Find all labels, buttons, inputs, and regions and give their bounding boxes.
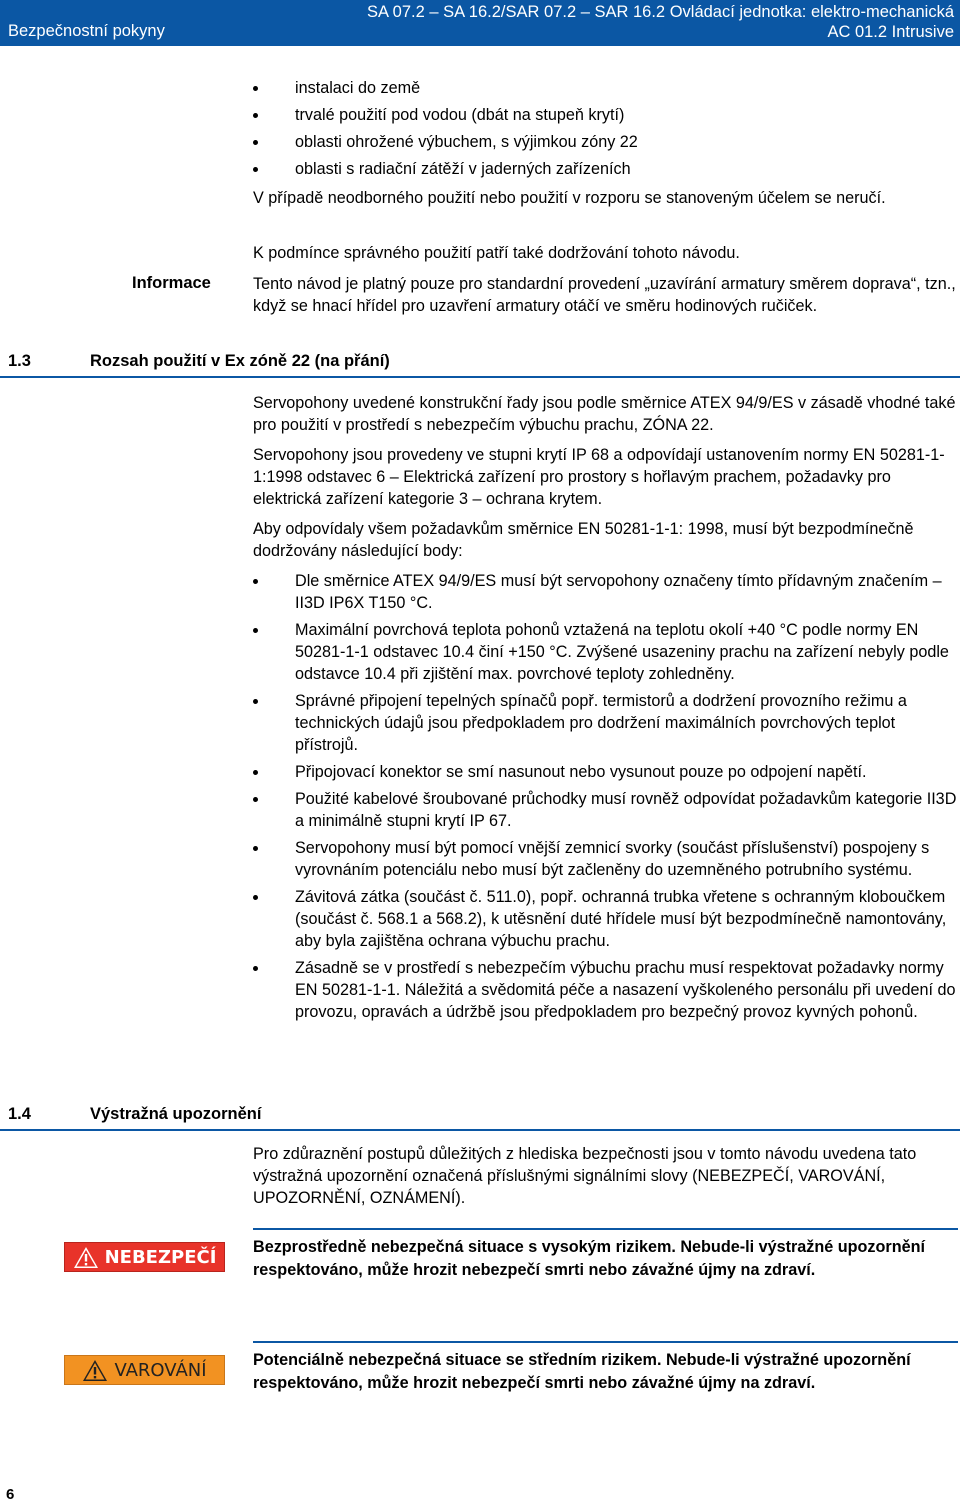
list-item: Servopohony musí být pomocí vnější zemnicí svorky (součást příslušenství) pospojeny s vyrovnáním potenciálu nebo musí být začleněny do uzemněného potrubního systému. xyxy=(253,837,958,881)
list-item: Maximální povrchová teplota pohonů vztažená na teplotu okolí +40 °C podle normy EN 50281-1-1 odstavec 10.4 činí +150 °C. Zvýšené usazeniny prachu na zařízení nebyly podle odstavce 10.4 při zjištění max. povrchové teploty zohledněny. xyxy=(253,619,958,685)
bullet-icon xyxy=(253,579,258,584)
section-rule xyxy=(0,376,960,378)
excluded-uses-list xyxy=(253,77,953,185)
misuse-paragraph: V případě neodborného použití nebo použití v rozporu se stanoveným účelem se neručí. xyxy=(253,189,886,207)
list-item: instalaci do země xyxy=(253,77,953,104)
bullet-icon xyxy=(253,628,258,633)
bullet-icon xyxy=(253,167,258,172)
bullet-icon xyxy=(253,797,258,802)
bullet-icon xyxy=(253,86,258,91)
bullet-icon xyxy=(253,846,258,851)
header-section-title: Bezpečnostní pokyny xyxy=(8,22,165,40)
list-item: Zásadně se v prostředí s nebezpečím výbuchu prachu musí respektovat požadavky normy EN 50281-1-1. Náležitá a svědomitá péče a nasazení vyškoleného personálu při uvedení do provozu, opravách a údržbě jsou předpokladem pro bezpečný provoz kyvných pohonů. xyxy=(253,957,958,1023)
info-paragraph: Tento návod je platný pouze pro standardní provedení „uzavírání armatury směrem doprava“, tzn., když se hnací hřídel pro uzavření armatury otáčí ve směru hodinových ručiček. xyxy=(253,275,956,315)
list-item: oblasti s radiační zátěží v jaderných zařízeních xyxy=(253,158,953,185)
warning-triangle-icon xyxy=(82,1359,108,1382)
header-product-line-1: SA 07.2 – SA 16.2/SAR 07.2 – SAR 16.2 Ovládací jednotka: elektro-mechanická xyxy=(366,3,954,21)
warning-sign-label: VAROVÁNÍ xyxy=(114,1359,207,1381)
info-label: Informace xyxy=(132,274,211,292)
list-item: oblasti ohrožené výbuchem, s výjimkou zóny 22 xyxy=(253,131,953,158)
warning-sign xyxy=(64,1355,225,1385)
warning-box-rule xyxy=(253,1228,958,1230)
header-product-line-2: AC 01.2 Intrusive xyxy=(827,23,954,41)
list-item: Závitová zátka (součást č. 511.0), popř. ochranná trubka vřetene s ochranným kloboučkem (součást č. 568.1 a 568.2), k utěsnění duté hřídele musí být bezpodmínečně namontovány, aby byla zajištěna ochrana výbuchu prachu. xyxy=(253,886,958,952)
conditions-paragraph: K podmínce správného použití patří také dodržování tohoto návodu. xyxy=(253,244,740,262)
bullet-icon xyxy=(253,140,258,145)
requirements-paragraph: Aby odpovídaly všem požadavkům směrnice EN 50281-1-1: 1998, musí být bezpodmínečně dodržovány následující body: xyxy=(253,520,914,560)
danger-description: Bezprostředně nebezpečná situace s vysokým rizikem. Nebude-li výstražné upozornění respektováno, může hrozit nebezpečí smrti nebo závažné újmy na zdraví. xyxy=(253,1238,925,1279)
page-number: 6 xyxy=(6,1486,15,1503)
danger-sign-label: NEBEZPEČÍ xyxy=(104,1246,217,1268)
atex-paragraph: Servopohony uvedené konstrukční řady jsou podle směrnice ATEX 94/9/ES v zásadě vhodné také pro použití v prostředí s nebezpečím výbuchu prachu, ZÓNA 22. xyxy=(253,394,956,434)
warning-description: Potenciálně nebezpečná situace se středním rizikem. Nebude-li výstražné upozornění respektováno, může hrozit nebezpečí smrti nebo závažné újmy na zdraví. xyxy=(253,1351,911,1392)
page-header xyxy=(0,0,960,46)
ip68-paragraph: Servopohony jsou provedeny ve stupni krytí IP 68 a odpovídají ustanovením normy EN 50281-1-1:1998 odstavec 6 – Elektrická zařízení pro prostory s hořlavým prachem, požadavky pro elektrická zařízení kategorie 3 – ochrana krytem. xyxy=(253,446,945,508)
section-rule xyxy=(0,1129,960,1131)
warning-box-rule xyxy=(253,1341,958,1343)
bullet-icon xyxy=(253,895,258,900)
bullet-icon xyxy=(253,966,258,971)
bullet-icon xyxy=(253,770,258,775)
header-product-title xyxy=(367,2,954,42)
bullet-icon xyxy=(253,699,258,704)
section-heading-1-4: 1.4 Výstražná upozornění xyxy=(8,1105,262,1123)
warnings-intro-paragraph: Pro zdůraznění postupů důležitých z hlediska bezpečnosti jsou v tomto návodu uvedena tato výstražná upozornění označená příslušnými signálními slovy (NEBEZPEČÍ, VAROVÁNÍ, UPOZORNĚNÍ, OZNÁMENÍ). xyxy=(253,1145,917,1207)
section-heading-1-3: 1.3 Rozsah použití v Ex zóně 22 (na přání) xyxy=(8,352,390,370)
warning-triangle-icon xyxy=(73,1246,99,1269)
danger-sign xyxy=(64,1242,225,1272)
list-item: Připojovací konektor se smí nasunout nebo vysunout pouze po odpojení napětí. xyxy=(253,761,958,783)
list-item: Dle směrnice ATEX 94/9/ES musí být servopohony označeny tímto přídavným značením – II3D IP6X T150 °C. xyxy=(253,570,958,614)
list-item: Použité kabelové šroubované průchodky musí rovněž odpovídat požadavkům kategorie II3D a minimálně stupni krytí IP 67. xyxy=(253,788,958,832)
list-item: Správné připojení tepelných spínačů popř. termistorů a dodržení provozního režimu a technických údajů jsou předpokladem pro dodržení maximálních povrchových teplot přístrojů. xyxy=(253,690,958,756)
list-item: trvalé použití pod vodou (dbát na stupeň krytí) xyxy=(253,104,953,131)
bullet-icon xyxy=(253,113,258,118)
ex-requirements-list xyxy=(253,570,958,1028)
